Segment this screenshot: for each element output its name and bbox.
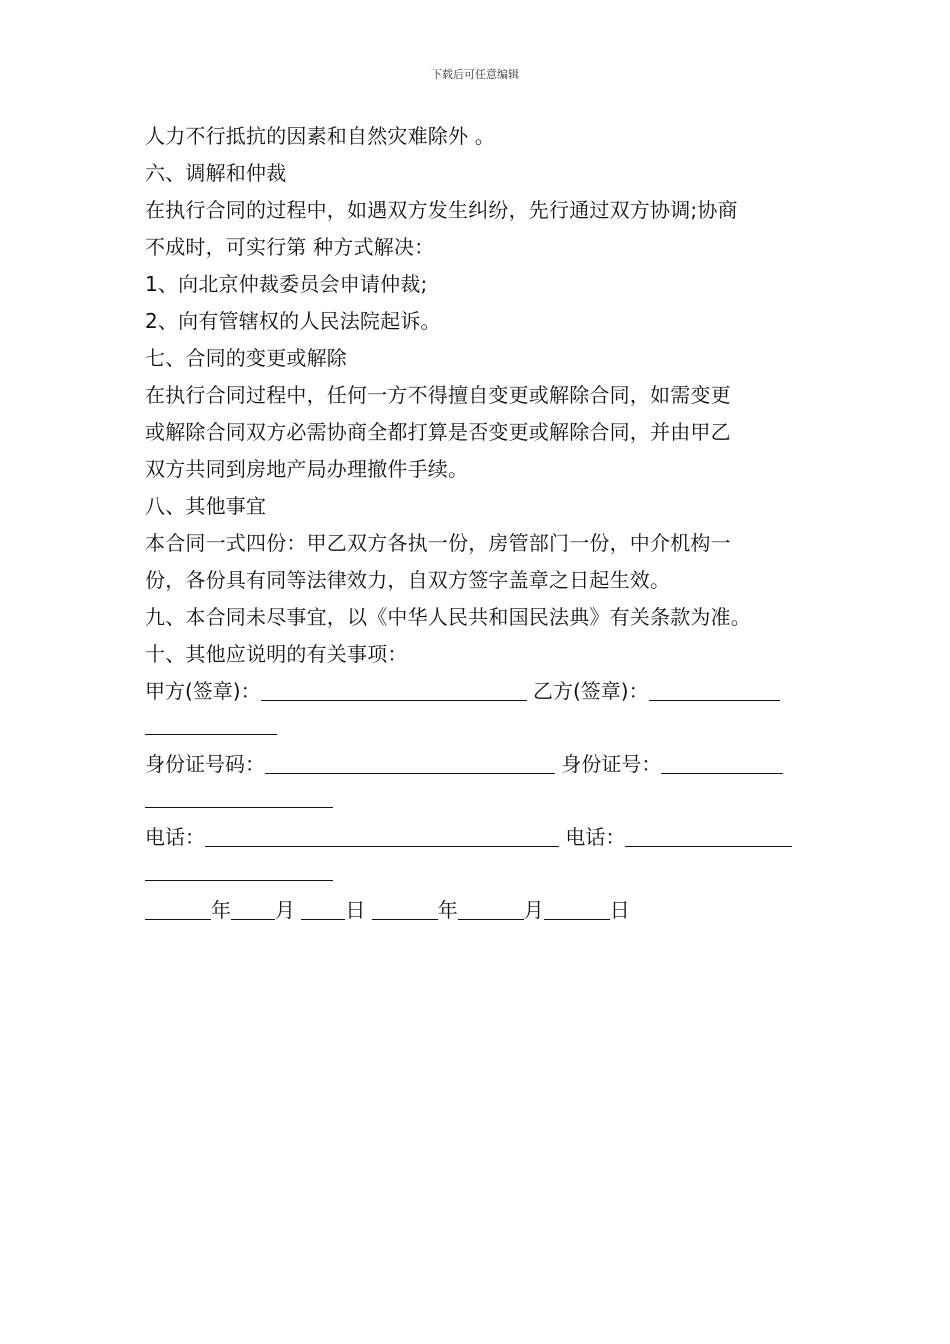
phone-b-blank-continued[interactable] [145,858,333,881]
party-b-signature-blank-continued[interactable] [145,712,277,735]
id-b-label: 身份证号： [561,752,662,776]
paragraph-line: 双方共同到房地产局办理撤件手续。 [145,457,469,481]
phone-a-blank[interactable] [205,824,559,847]
party-a-signature-blank[interactable] [261,678,527,701]
page-header: 下载后可任意编辑 [431,68,519,81]
section-heading-unresolved: 九、本合同未尽事宜，以《中华人民共和国民法典》有关条款为准。 [145,605,751,629]
id-a-blank[interactable] [265,751,555,774]
paragraph-line: 在执行合同过程中，任何一方不得擅自变更或解除合同，如需变更 [145,383,731,407]
section-heading-amendment: 七、合同的变更或解除 [145,346,347,370]
phone-a-label: 电话： [145,825,205,849]
date-b-year-blank[interactable] [372,897,438,920]
paragraph-line: 份，各份具有同等法律效力，自双方签字盖章之日起生效。 [145,568,671,592]
date-b-month-label: 月 [523,898,544,922]
id-b-blank[interactable] [661,751,783,774]
signature-row-continuation [145,710,810,746]
phone-b-label: 电话： [565,825,626,849]
date-b-month-blank[interactable] [458,897,524,920]
contract-body [145,118,810,929]
date-a-day-blank[interactable] [301,897,345,920]
id-row [145,746,810,783]
date-b-year-label: 年 [437,898,458,922]
party-a-label: 甲方(签章)： [145,679,261,703]
phone-row [145,819,810,856]
date-b-day-label: 日 [609,898,630,922]
date-b-day-blank[interactable] [544,897,610,920]
date-a-year-label: 年 [211,898,231,922]
id-b-blank-continued[interactable] [145,785,333,808]
party-b-label: 乙方(签章)： [532,679,649,703]
date-a-year-blank[interactable] [145,897,211,920]
date-a-month-blank[interactable] [231,897,275,920]
phone-b-blank[interactable] [625,824,792,847]
party-b-signature-blank[interactable] [649,678,780,701]
section-heading-mediation: 六、调解和仲裁 [145,161,287,185]
date-a-month-label: 月 [275,898,295,922]
list-item: 2、向有管辖权的人民法院起诉。 [145,309,441,333]
list-item: 1、向北京仲裁委员会申请仲裁; [145,272,428,296]
paragraph-line: 本合同一式四份：甲乙双方各执一份，房管部门一份，中介机构一 [145,531,731,555]
id-a-label: 身份证号码： [145,752,265,776]
signature-row [145,673,810,710]
paragraph-line: 或解除合同双方必需协商全都打算是否变更或解除合同，并由甲乙 [145,420,731,444]
section-heading-notes: 十、其他应说明的有关事项： [145,642,408,666]
paragraph-line: 人力不行抵抗的因素和自然灾难除外 。 [145,124,495,148]
paragraph-line: 在执行合同的过程中，如遇双方发生纠纷，先行通过双方协调;协商 [145,198,738,222]
phone-row-continuation [145,856,810,892]
id-row-continuation [145,783,810,819]
date-a-day-label: 日 [345,898,366,922]
paragraph-line: 不成时，可实行第 种方式解决： [145,235,435,259]
date-row [145,892,810,929]
section-heading-other-matters: 八、其他事宜 [145,494,267,518]
